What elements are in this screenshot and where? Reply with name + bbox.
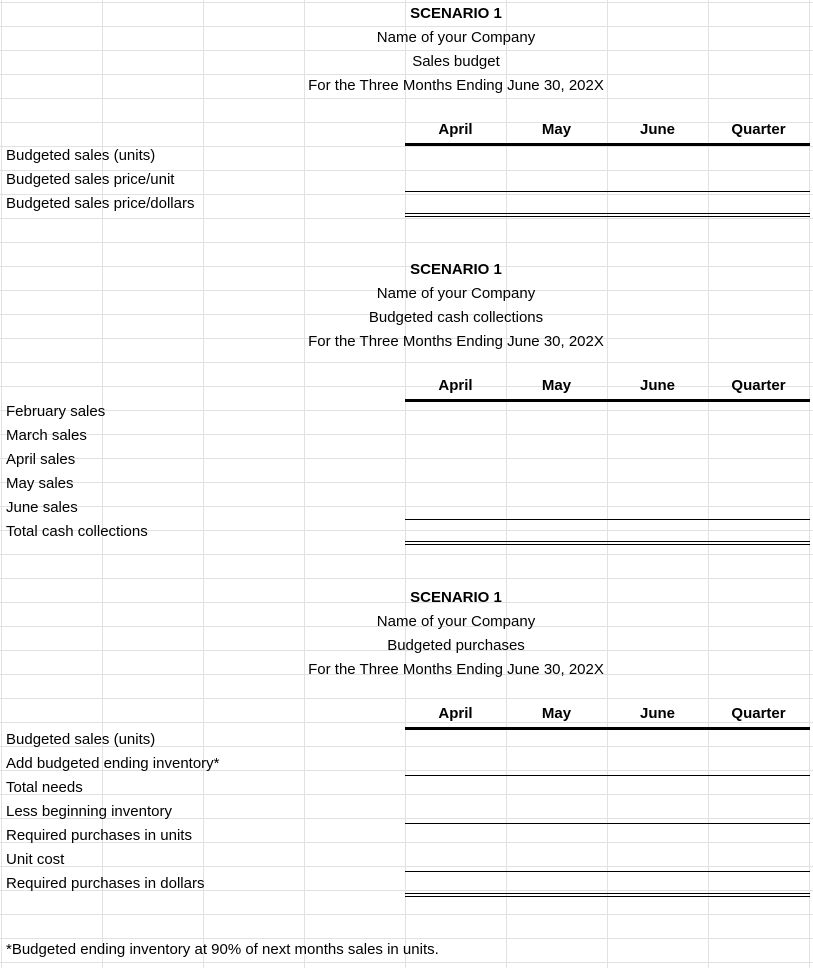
subtotal-rule (405, 775, 810, 776)
total-double-rule (405, 893, 810, 897)
sales-budget-row-label: Budgeted sales price/unit (6, 171, 175, 188)
grid-line (0, 938, 813, 939)
total-double-rule (405, 213, 810, 217)
purchases-scenario: SCENARIO 1 (410, 589, 502, 606)
cash-collections-row-label: February sales (6, 403, 106, 420)
purchases-col-june: June (639, 705, 675, 722)
sales-budget-col-june: June (639, 121, 675, 138)
grid-line (0, 914, 813, 915)
cash-collections-col-april: April (438, 377, 473, 394)
grid-line (0, 962, 813, 963)
grid-line (0, 242, 813, 243)
subtotal-rule (405, 823, 810, 824)
sales-budget-row-label: Budgeted sales (units) (6, 147, 156, 164)
cash-collections-row-label: Total cash collections (6, 523, 148, 540)
cash-collections-row-label: June sales (6, 499, 78, 516)
cash-collections-row-label: May sales (6, 475, 74, 492)
purchases-row-label: Unit cost (6, 851, 65, 868)
grid-line (0, 482, 813, 483)
header-rule (405, 399, 810, 402)
cash-collections-title: Budgeted cash collections (368, 309, 544, 326)
grid-line (0, 362, 813, 363)
grid-line (0, 506, 813, 507)
header-rule (405, 727, 810, 730)
grid-line (0, 50, 813, 51)
sales-budget-col-april: April (438, 121, 473, 138)
grid-line (0, 74, 813, 75)
sales-budget-period: For the Three Months Ending June 30, 202X (308, 77, 604, 94)
grid-line (0, 26, 813, 27)
grid-line (0, 698, 813, 699)
cash-collections-company: Name of your Company (376, 285, 536, 302)
grid-line (0, 410, 813, 411)
footnote: *Budgeted ending inventory at 90% of next months sales in units. (6, 941, 439, 958)
cash-collections-scenario: SCENARIO 1 (410, 261, 502, 278)
subtotal-rule (405, 519, 810, 520)
cash-collections-col-may: May (541, 377, 572, 394)
cash-collections-col-quarter: Quarter (731, 377, 786, 394)
sales-budget-col-quarter: Quarter (731, 121, 786, 138)
purchases-col-quarter: Quarter (731, 705, 786, 722)
purchases-col-april: April (438, 705, 473, 722)
sales-budget-col-may: May (541, 121, 572, 138)
grid-line (0, 458, 813, 459)
purchases-row-label: Add budgeted ending inventory* (6, 755, 220, 772)
grid-line (0, 2, 813, 3)
header-rule (405, 143, 810, 146)
cash-collections-row-label: April sales (6, 451, 76, 468)
grid-line (0, 866, 813, 867)
purchases-row-label: Required purchases in units (6, 827, 192, 844)
cash-collections-period: For the Three Months Ending June 30, 202X (308, 333, 604, 350)
purchases-period: For the Three Months Ending June 30, 202X (308, 661, 604, 678)
purchases-col-may: May (541, 705, 572, 722)
purchases-row-label: Total needs (6, 779, 83, 796)
sales-budget-row-label: Budgeted sales price/dollars (6, 195, 195, 212)
total-double-rule (405, 541, 810, 545)
cash-collections-row-label: March sales (6, 427, 87, 444)
sales-budget-company: Name of your Company (376, 29, 536, 46)
subtotal-rule (405, 191, 810, 192)
grid-line (0, 98, 813, 99)
purchases-row-label: Less beginning inventory (6, 803, 172, 820)
purchases-row-label: Required purchases in dollars (6, 875, 205, 892)
grid-line (0, 578, 813, 579)
grid-line (0, 434, 813, 435)
sales-budget-title: Sales budget (412, 53, 500, 70)
purchases-company: Name of your Company (376, 613, 536, 630)
grid-line (0, 554, 813, 555)
purchases-row-label: Budgeted sales (units) (6, 731, 156, 748)
sales-budget-scenario: SCENARIO 1 (410, 5, 502, 22)
grid-line (0, 218, 813, 219)
purchases-title: Budgeted purchases (387, 637, 525, 654)
cash-collections-col-june: June (639, 377, 675, 394)
grid-line (0, 794, 813, 795)
subtotal-rule (405, 871, 810, 872)
